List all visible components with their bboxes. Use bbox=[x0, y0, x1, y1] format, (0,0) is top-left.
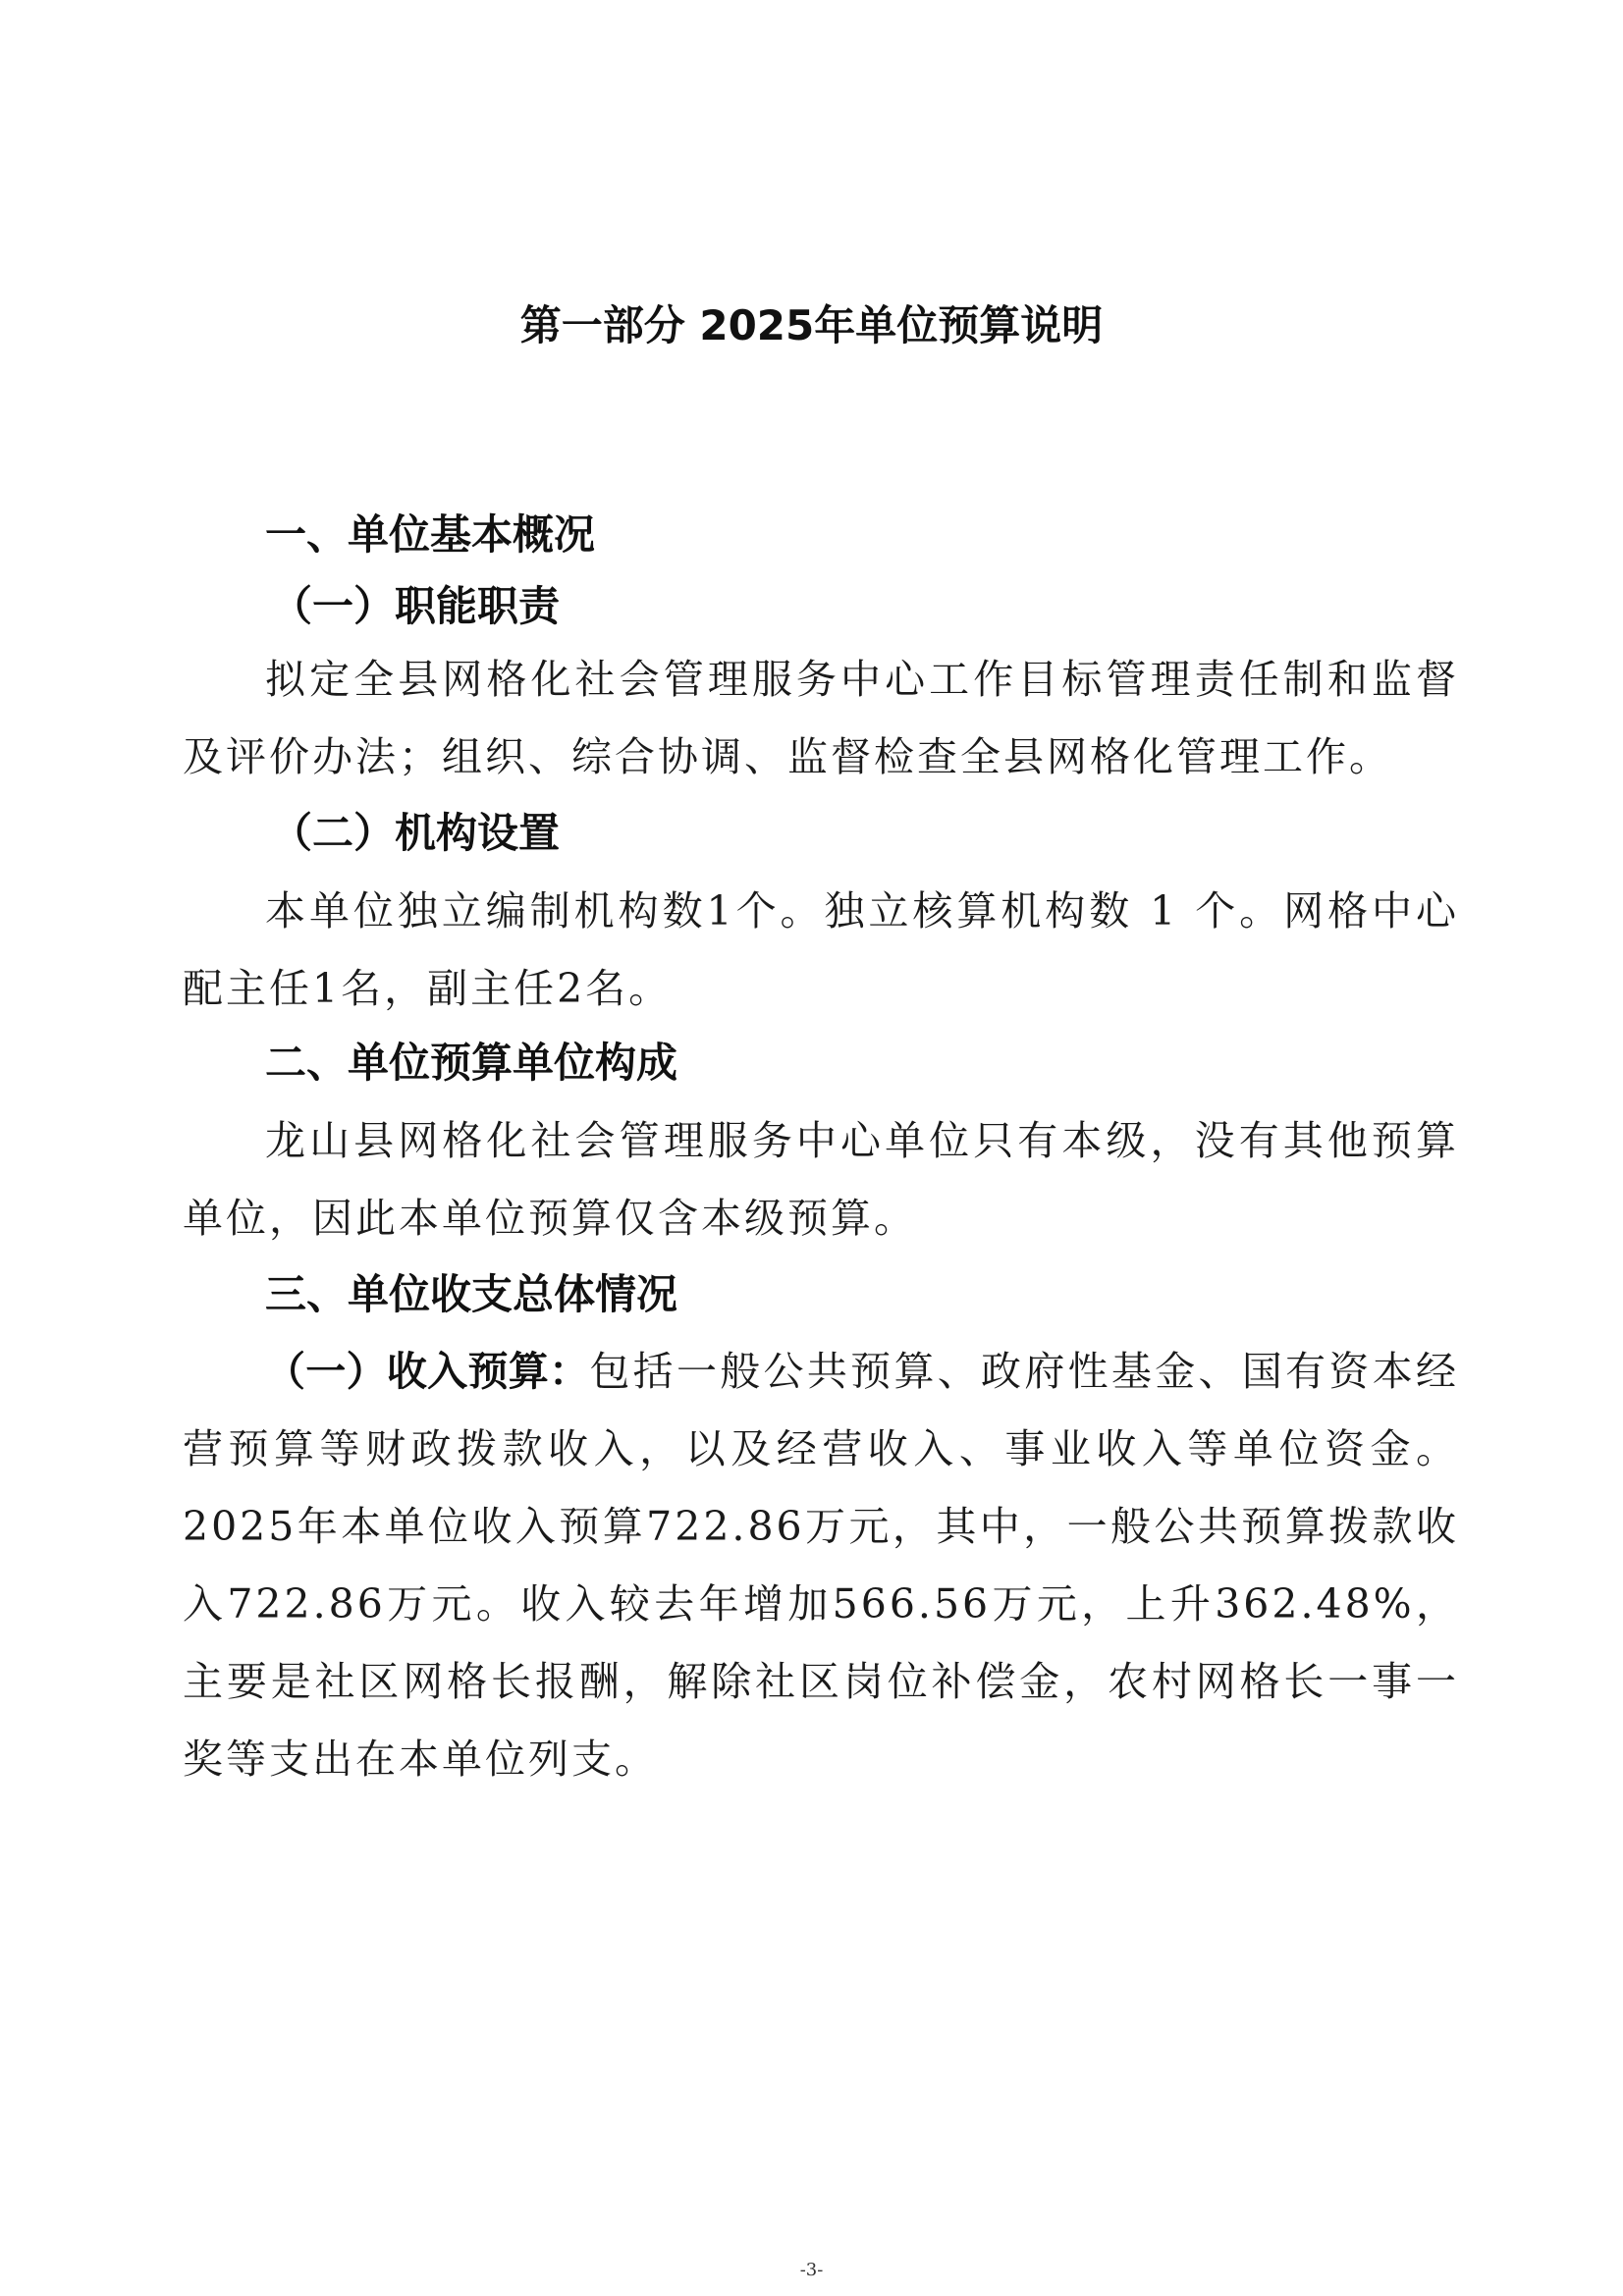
income-budget-text: 包括一般公共预算、政府性基金、国有资本经营预算等财政拨款收入，以及经营收入、事业收入等单位资金。2025年本单位收入预算722.86万元，其中，一般公共预算拨款收入722.86万元。收入较去年增加566.56万元，上升362.48%，主要是社区网格长报酬，解除社区岗位补偿金，农村网格长一事一奖等支出在本单位列支。 bbox=[183, 1348, 1460, 1783]
section-heading-basic-overview: 一、单位基本概况 bbox=[265, 510, 596, 559]
subheading-organization: （二）机构设置 bbox=[271, 809, 561, 857]
paragraph-organization: 本单位独立编制机构数1个。独立核算机构数 1 个。网格中心配主任1名，副主任2名。 bbox=[183, 887, 1459, 1012]
section-heading-budget-units: 二、单位预算单位构成 bbox=[265, 1039, 678, 1087]
page-number: -3- bbox=[799, 2260, 824, 2280]
subheading-functions: （一）职能职责 bbox=[271, 582, 561, 630]
income-budget-lead: （一）收入预算： bbox=[265, 1348, 590, 1395]
section-heading-revenue-expenditure: 三、单位收支总体情况 bbox=[265, 1270, 678, 1318]
paragraph-functions: 拟定全县网格化社会管理服务中心工作目标管理责任制和监督及评价办法；组织、综合协调、监督检查全县网格化管理工作。 bbox=[183, 656, 1459, 780]
paragraph-income-budget bbox=[183, 1333, 1459, 1798]
paragraph-budget-units: 龙山县网格化社会管理服务中心单位只有本级，没有其他预算单位，因此本单位预算仅含本级预算。 bbox=[183, 1117, 1459, 1242]
page-title: 第一部分 2025年单位预算说明 bbox=[519, 301, 1104, 349]
